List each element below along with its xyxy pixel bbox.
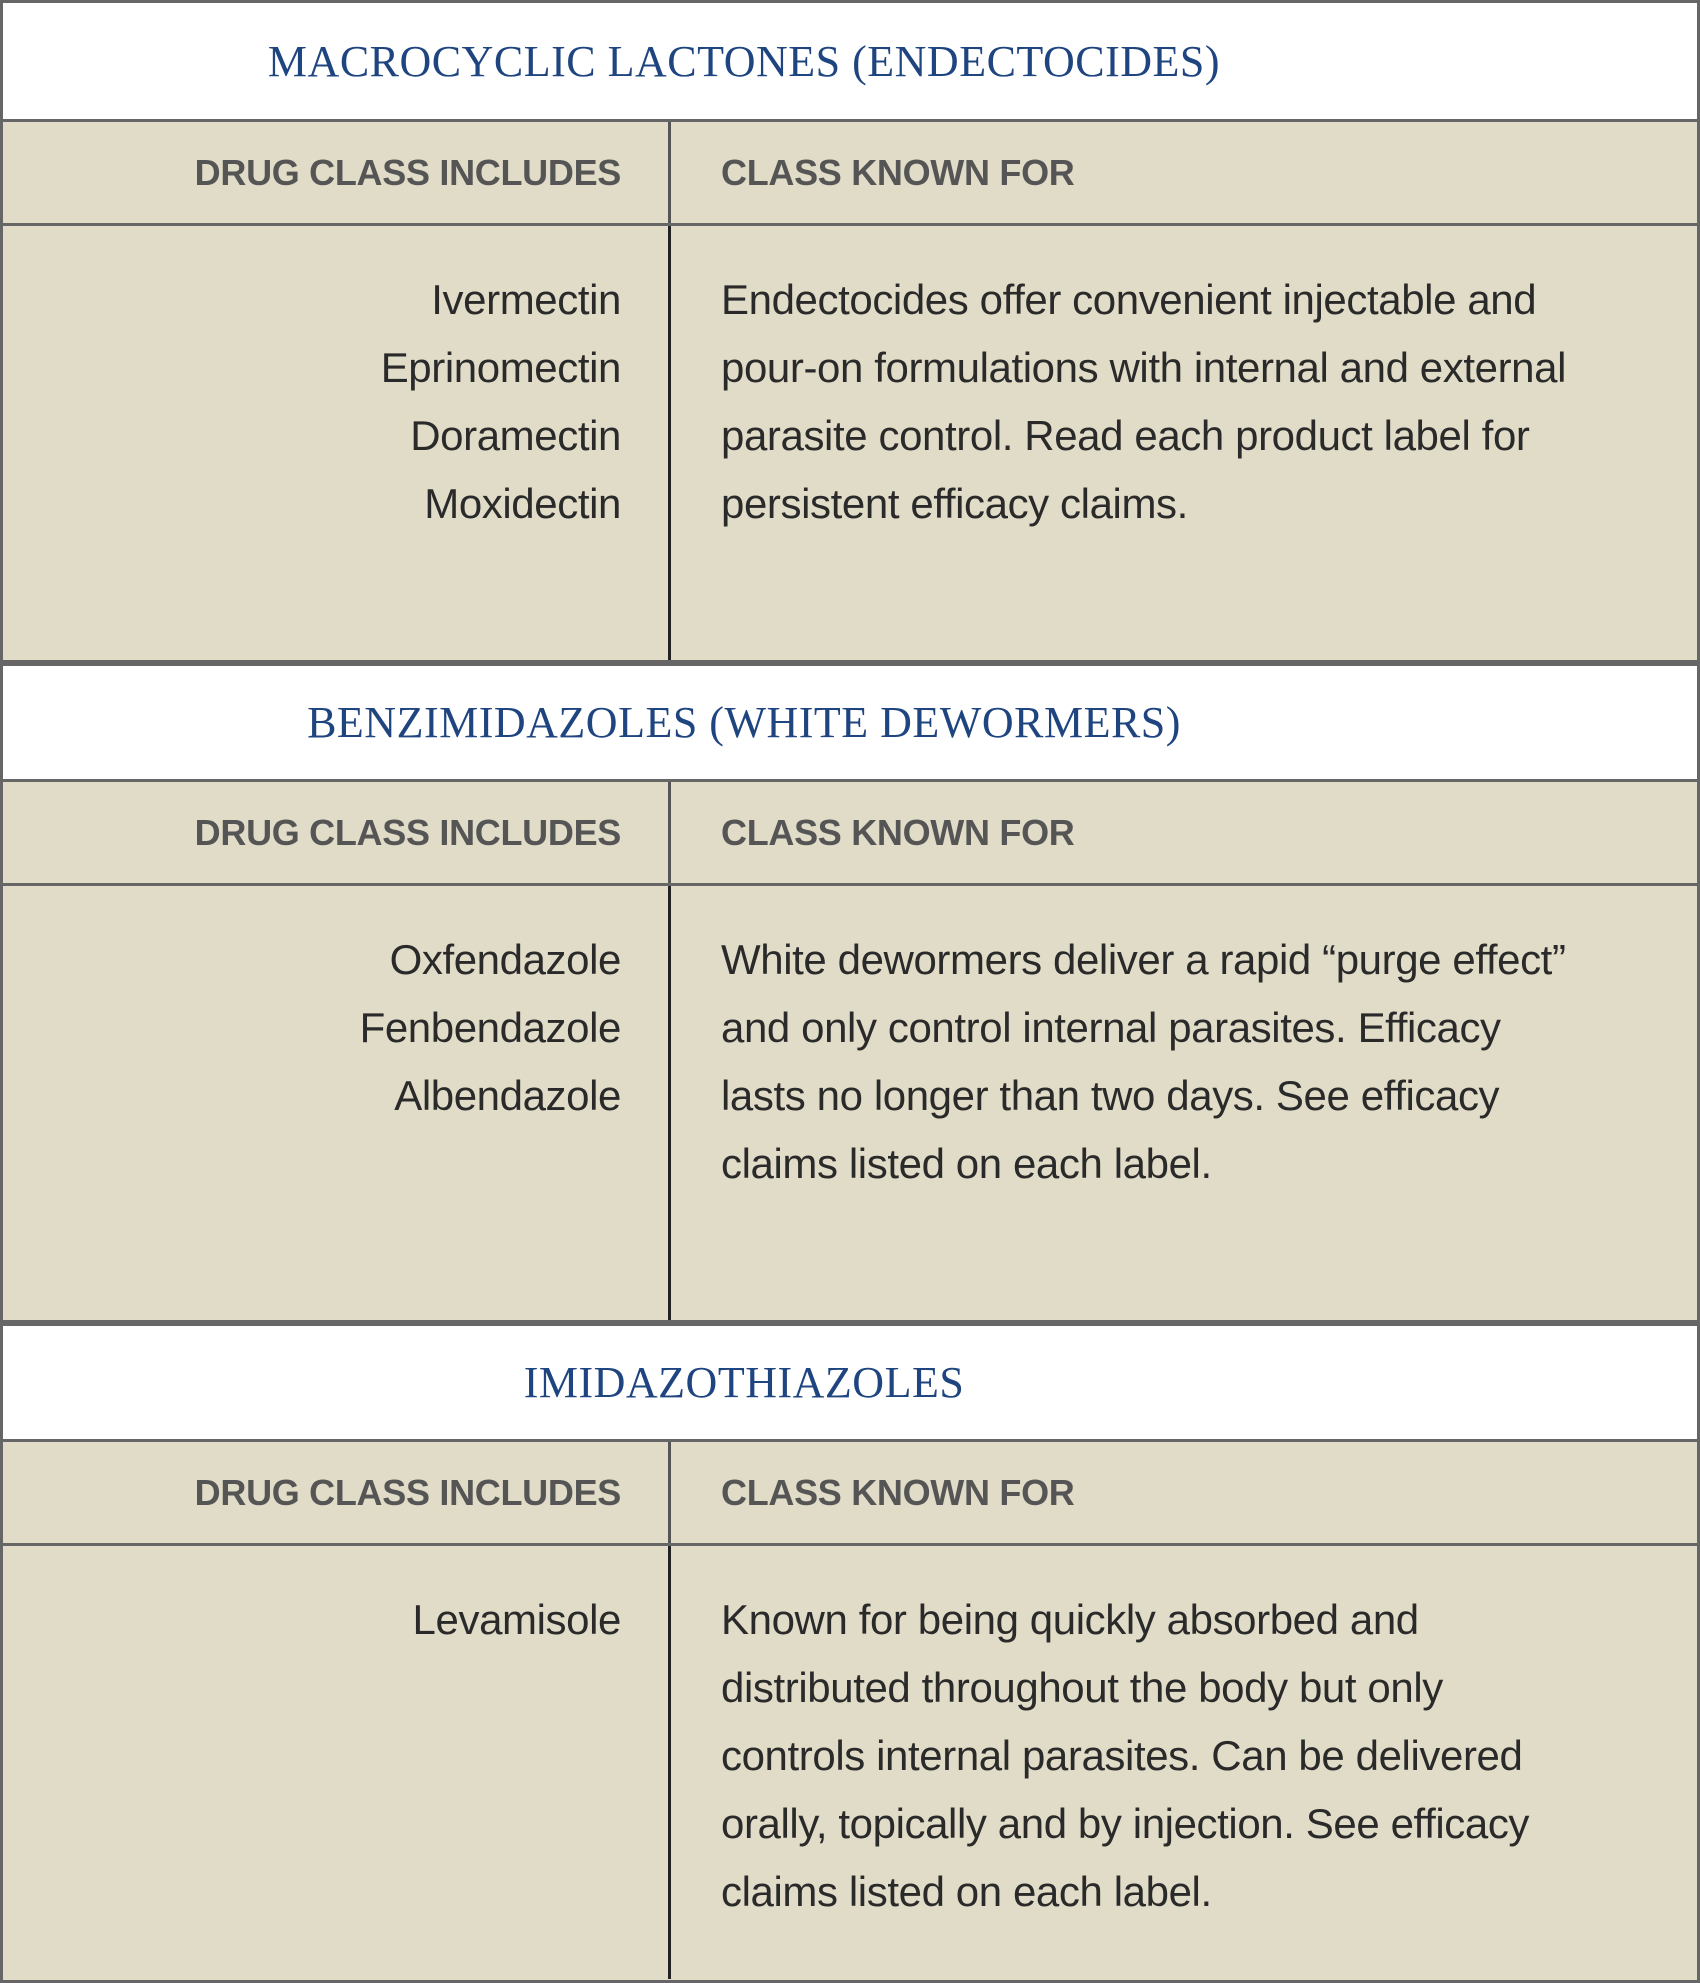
drug-name: Oxfendazole xyxy=(389,936,621,983)
drug-name: Moxidectin xyxy=(424,480,621,527)
drug-class-section xyxy=(3,1323,1697,1979)
content-row xyxy=(3,226,1697,663)
drug-list xyxy=(3,226,671,660)
drug-name: Eprinomectin xyxy=(380,344,621,391)
column-header-known-for: CLASS KNOWN FOR xyxy=(721,812,1075,853)
drug-class-section xyxy=(3,3,1697,663)
section-title: IMIDAZOTHIAZOLES xyxy=(3,1323,1697,1442)
column-header-includes: DRUG CLASS INCLUDES xyxy=(3,1442,671,1543)
column-header-includes: DRUG CLASS INCLUDES xyxy=(3,782,671,883)
header-row xyxy=(3,782,1697,886)
column-header-includes: DRUG CLASS INCLUDES xyxy=(3,122,671,223)
drug-list xyxy=(3,1546,671,1979)
section-title: BENZIMIDAZOLES (WHITE DEWORMERS) xyxy=(3,663,1697,782)
drug-class-section xyxy=(3,663,1697,1323)
drug-name: Fenbendazole xyxy=(359,1004,621,1051)
drug-name: Levamisole xyxy=(412,1596,621,1643)
class-description: Known for being quickly absorbed and distributed throughout the body but only controls internal parasites. Can be delivered orally, topically and by injection. See efficacy claims listed on each label. xyxy=(721,1596,1530,1915)
drug-name: Albendazole xyxy=(394,1072,621,1119)
column-header-known-for: CLASS KNOWN FOR xyxy=(721,1472,1075,1513)
drug-list xyxy=(3,886,671,1320)
drug-name: Ivermectin xyxy=(431,276,621,323)
section-title: MACROCYCLIC LACTONES (ENDECTOCIDES) xyxy=(3,3,1697,122)
header-row xyxy=(3,122,1697,226)
content-row xyxy=(3,886,1697,1323)
column-header-known-for: CLASS KNOWN FOR xyxy=(721,152,1075,193)
drug-name: Doramectin xyxy=(410,412,621,459)
class-description: White dewormers deliver a rapid “purge effect” and only control internal parasites. Efficacy lasts no longer than two days. See efficacy claims listed on each label. xyxy=(721,936,1566,1187)
header-row xyxy=(3,1442,1697,1546)
content-row xyxy=(3,1546,1697,1979)
class-description: Endectocides offer convenient injectable and pour-on formulations with internal and external parasite control. Read each product label for persistent efficacy claims. xyxy=(721,276,1567,527)
